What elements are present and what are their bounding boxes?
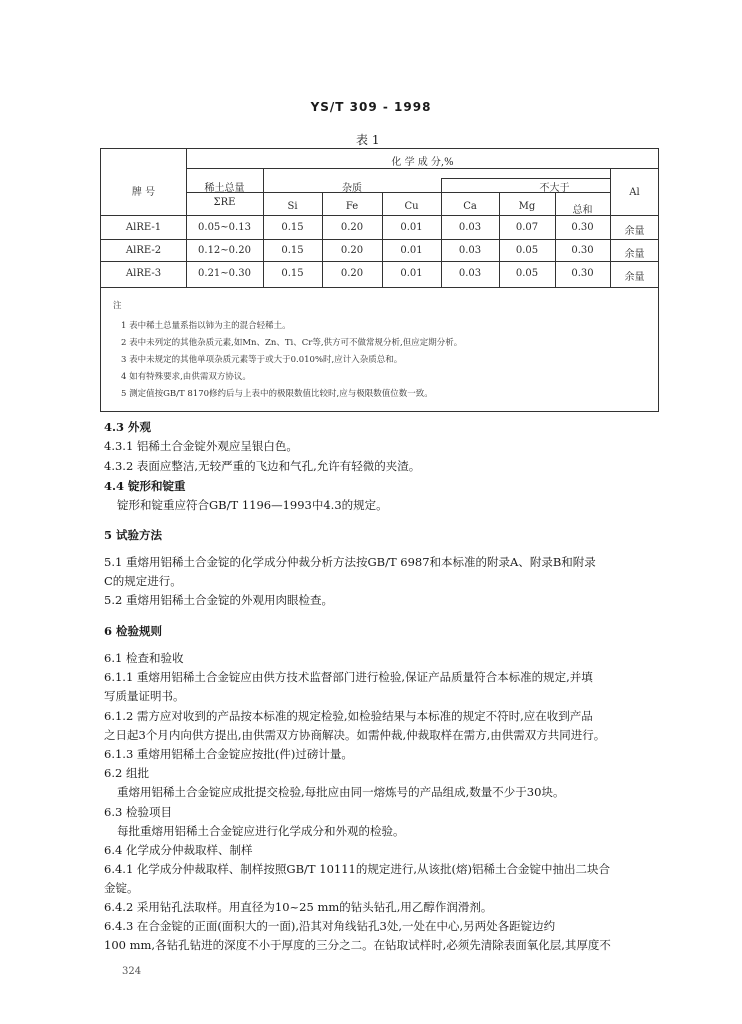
col-mg: Mg (518, 201, 536, 212)
standard-header: YS/T 309 - 1998 (310, 100, 432, 114)
note-5: 5 测定值按GB/T 8170修约后与上表中的极限数值比较时,应与极限数值位数一致。 (121, 389, 433, 399)
para-6-2: 重熔用铝稀土合金锭应成批提交检验,每批应由同一熔炼号的产品组成,数量不少于30块。 (117, 785, 565, 799)
row2-mg: 0.05 (515, 245, 539, 256)
not-more-header: 不大于 (539, 183, 570, 194)
row1-grade: AlRE-1 (125, 222, 162, 233)
para-4-3-1: 4.3.1 铝稀土合金锭外观应呈银白色。 (104, 439, 298, 453)
al-header: Al (629, 187, 640, 198)
col-fe: Fe (345, 201, 359, 212)
para-6-4-2: 6.4.2 采用钻孔法取样。用直径为10~25 mm的钻头钻孔,用乙醇作润滑剂。 (104, 900, 493, 914)
row1-cu: 0.01 (400, 222, 423, 233)
page-number: 324 (122, 966, 142, 977)
para-6-4-1-line1: 6.4.1 化学成分仲裁取样、制样按照GB/T 10111的规定进行,从该批(熔)铝稀土合金锭中抽出二块合 (104, 862, 610, 876)
row1-fe: 0.20 (340, 222, 364, 233)
para-5-1-line1: 5.1 重熔用铝稀土合金锭的化学成分仲裁分析方法按GB/T 6987和本标准的附录A、附录B和附录 (104, 555, 596, 569)
para-6-4-3-line2: 100 mm,各钻孔钻进的深度不小于厚度的三分之二。在钻取试样时,必须先清除表面氧化层,其厚度不 (104, 938, 611, 952)
para-5-2: 5.2 重熔用铝稀土合金锭的外观用肉眼检查。 (104, 593, 333, 607)
re-header-b: ΣRE (213, 197, 236, 208)
note-3: 3 表中未规定的其他单项杂质元素等于或大于0.010%时,应计入杂质总和。 (121, 355, 403, 365)
row2-si: 0.15 (281, 245, 304, 256)
row3-re: 0.21~0.30 (198, 268, 251, 279)
para-6-1-2-line1: 6.1.2 需方应对收到的产品按本标准的规定检验,如检验结果与本标准的规定不符时,应在收到产品 (104, 709, 593, 723)
para-6-1-3: 6.1.3 重熔用铝稀土合金锭应按批(件)过磅计量。 (104, 747, 353, 761)
row3-cu: 0.01 (400, 268, 423, 279)
para-6-4-1-line2: 金锭。 (104, 881, 139, 895)
note-2: 2 表中未列定的其他杂质元素,如Mn、Zn、Ti、Cr等,供方可不做常规分析,但应定期分析。 (121, 338, 463, 348)
row3-mg: 0.05 (515, 268, 539, 279)
impurity-header: 杂质 (342, 183, 362, 194)
row2-cu: 0.01 (400, 245, 423, 256)
row2-fe: 0.20 (340, 245, 364, 256)
row1-mg: 0.07 (515, 222, 539, 233)
para-6-1-1-line2: 写质量证明书。 (104, 689, 185, 703)
row2-re: 0.12~0.20 (198, 245, 251, 256)
row2-ca: 0.03 (458, 245, 482, 256)
row3-al: 余量 (624, 272, 645, 283)
composition-header: 化 学 成 分,% (391, 157, 454, 168)
col-total: 总和 (572, 205, 593, 216)
para-6-4-3-line1: 6.4.3 在合金锭的正面(面积大的一面),沿其对角线钻孔3处,一处在中心,另两处各距锭边约 (104, 919, 556, 933)
row1-al: 余量 (624, 226, 645, 237)
row1-si: 0.15 (281, 222, 304, 233)
section-4-3: 4.3 外观 (104, 420, 152, 434)
section-6-3: 6.3 检验项目 (104, 805, 172, 819)
para-4-3-2: 4.3.2 表面应整洁,无较严重的飞边和气孔,允许有轻微的夹渣。 (104, 459, 421, 473)
composition-table (100, 148, 659, 412)
note-4: 4 如有特殊要求,由供需双方协议。 (121, 372, 251, 382)
row1-total: 0.30 (571, 222, 594, 233)
row3-ca: 0.03 (458, 268, 482, 279)
row1-ca: 0.03 (458, 222, 482, 233)
re-header-a: 稀土总量 (204, 183, 245, 194)
row2-total: 0.30 (571, 245, 594, 256)
grade-header: 牌 号 (131, 187, 156, 198)
table-caption: 表 1 (356, 133, 380, 147)
para-6-1-2-line2: 之日起3个月内向供方提出,由供需双方协商解决。如需仲裁,仲裁取样在需方,由供需双方共同进行。 (104, 728, 606, 742)
section-6-2: 6.2 组批 (104, 766, 149, 780)
para-5-1-line2: C的规定进行。 (104, 574, 182, 588)
row3-si: 0.15 (281, 268, 304, 279)
row2-grade: AlRE-2 (125, 245, 162, 256)
section-4-4: 4.4 锭形和锭重 (104, 479, 186, 493)
section-5: 5 试验方法 (104, 528, 163, 542)
row3-grade: AlRE-3 (125, 268, 162, 279)
row3-fe: 0.20 (340, 268, 364, 279)
row1-re: 0.05~0.13 (198, 222, 251, 233)
section-6: 6 检验规则 (104, 624, 163, 638)
section-6-1: 6.1 检查和验收 (104, 651, 184, 665)
col-cu: Cu (404, 201, 419, 212)
section-6-4: 6.4 化学成分仲裁取样、制样 (104, 843, 253, 857)
row3-total: 0.30 (571, 268, 594, 279)
para-6-3: 每批重熔用铝稀土合金锭应进行化学成分和外观的检验。 (117, 824, 405, 838)
col-ca: Ca (463, 201, 477, 212)
note-1: 1 表中稀土总量系指以铈为主的混合轻稀土。 (121, 321, 291, 331)
notes-title: 注 (113, 301, 122, 311)
para-6-1-1-line1: 6.1.1 重熔用铝稀土合金锭应由供方技术监督部门进行检验,保证产品质量符合本标准的规定,并填 (104, 670, 593, 684)
col-si: Si (287, 201, 298, 212)
para-4-4: 锭形和锭重应符合GB/T 1196—1993中4.3的规定。 (117, 498, 388, 512)
row2-al: 余量 (624, 249, 645, 260)
